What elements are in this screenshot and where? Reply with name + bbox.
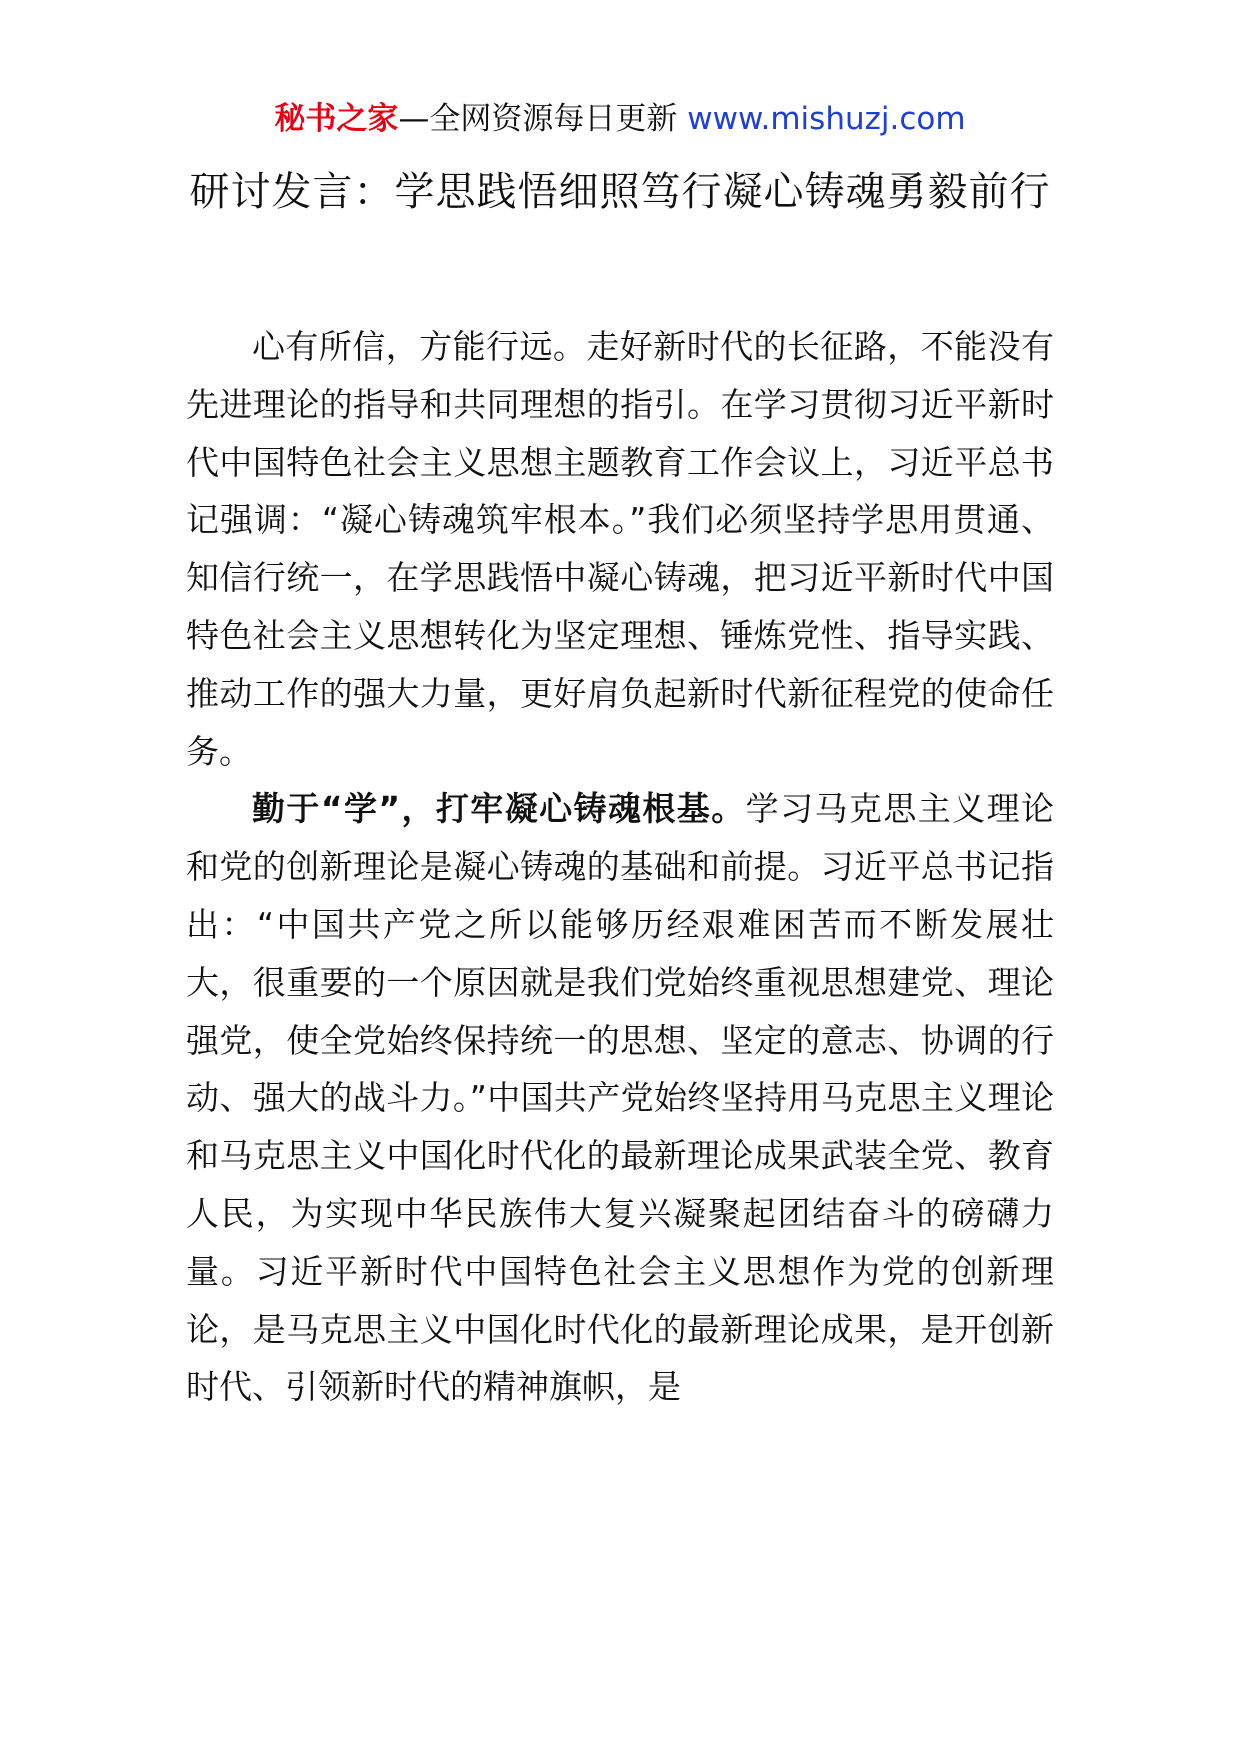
paragraph-text: 心有所信，方能行远。走好新时代的长征路，不能没有先进理论的指导和共同理想的指引。在学习贯彻习近平新时代中国特色社会主义思想主题教育工作会议上，习近平总书记强调：“凝心铸魂筑牢根本。”我们必须坚持学思用贯通、知信行统一，在学思践悟中凝心铸魂，把习近平新时代中国特色社会主义思想转化为坚定理想、锤炼党性、指导实践、推动工作的强大力量，更好肩负起新时代新征程党的使命任务。 [186, 327, 1054, 771]
site-tagline: —全网资源每日更新 [398, 101, 688, 137]
document-title: 研讨发言：学思践悟细照笃行凝心铸魂勇毅前行 [189, 169, 1051, 215]
paragraph-1 [186, 318, 1054, 780]
paragraph-lead: 勤于“学”，打牢凝心铸魂根基。 [252, 789, 746, 829]
site-url-link[interactable]: www.mishuzj.com [687, 101, 966, 137]
site-header [0, 98, 1240, 140]
site-brand: 秘书之家 [274, 101, 399, 137]
document-body [186, 318, 1054, 1416]
paragraph-2 [186, 780, 1054, 1416]
paragraph-text: 学习马克思主义理论和党的创新理论是凝心铸魂的基础和前提。习近平总书记指出：“中国共产党之所以能够历经艰难困苦而不断发展壮大，很重要的一个原因就是我们党始终重视思想建党、理论强党，使全党始终保持统一的思想、坚定的意志、协调的行动、强大的战斗力。”中国共产党始终坚持用马克思主义理论和马克思主义中国化时代化的最新理论成果武装全党、教育人民，为实现中华民族伟大复兴凝聚起团结奋斗的磅礴力量。习近平新时代中国特色社会主义思想作为党的创新理论，是马克思主义中国化时代化的最新理论成果，是开创新时代、引领新时代的精神旗帜，是 [186, 789, 1054, 1407]
